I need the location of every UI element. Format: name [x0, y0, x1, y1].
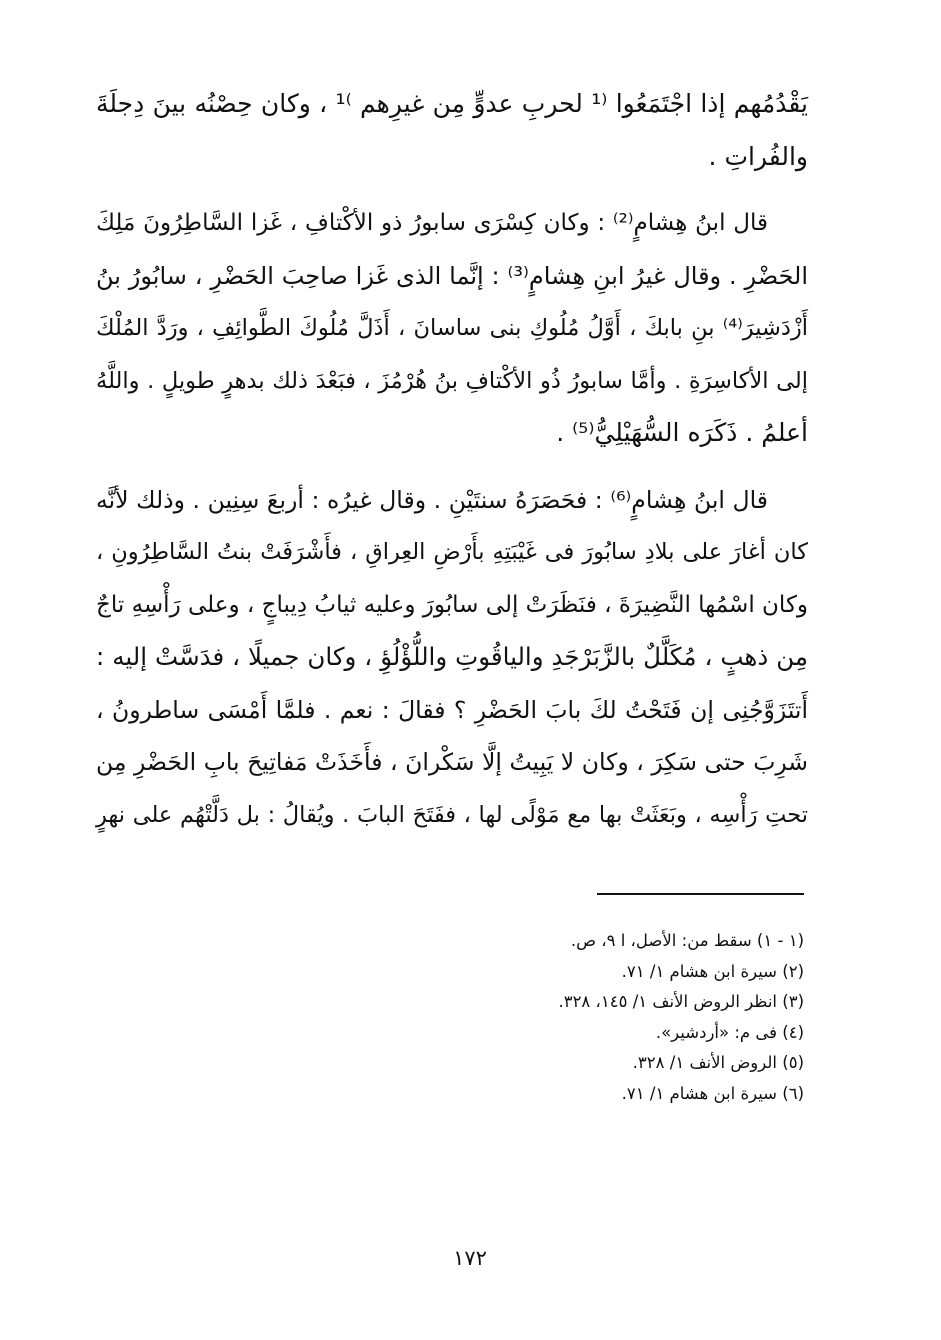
- page-number: ١٧٢: [453, 1246, 487, 1270]
- paragraph-3: [96, 474, 808, 842]
- text-line: مِن ذهبٍ ، مُكَلَّلٌ بالزَّبَرْجَدِ والياقُوتِ واللُّؤْلُؤِ ، وكان جميلًا ، فدَسَّتْ إليه :: [96, 642, 808, 671]
- text-line: يَقْدُمُهم إذا اجْتَمَعُوا ⁽¹ لحربِ عدوٍّ مِن غيرِهم ⁾¹ ، وكان حِصْنُه بينَ دِجلَةَ: [96, 89, 808, 118]
- text-line: أَتتَزَوَّجُنِى إن فَتَحْتُ لكَ بابَ الحَضْرِ ؟ فقالَ : نعم . فلمَّا أَمْسَى ساطرونُ ،: [96, 695, 808, 724]
- paragraph-2: [96, 197, 808, 460]
- text-line: كان أغارَ على بلادِ سابُورَ فى غَيْبَتِهِ بأَرْضِ العِراقِ ، فأَشْرَفَتْ بنتُ السَّاطِرُونِ ،: [96, 539, 808, 565]
- footnote: (٦) سيرة ابن هشام ١/ ٧١.: [621, 1083, 804, 1103]
- text-line: أَزْدَشِيرَ⁽⁴⁾ بنِ بابكَ ، أَوَّلُ مُلُوكِ بنى ساسانَ ، أَذَلَّ مُلُوكَ الطَّوائِفِ ، ورَدَّ المُلْكَ: [96, 315, 808, 341]
- footnote: (٢) سيرة ابن هشام ١/ ٧١.: [621, 961, 804, 981]
- text-line: قال ابنُ هِشامٍ⁽²⁾ : وكان كِسْرَى سابورُ ذو الأكْتافِ ، غَزا السَّاطِرُونَ مَلِكَ: [96, 210, 768, 236]
- text-line: تحتِ رَأْسِه ، وبَعَثَتْ بها مع مَوْلًى لها ، ففَتَحَ البابَ . ويُقالُ : بل دَلَّتْهُم على نهرٍ: [96, 801, 808, 828]
- text-line: الحَضْرِ . وقال غيرُ ابنِ هِشامٍ⁽³⁾ : إنَّما الذى غَزا صاحِبَ الحَضْرِ ، سابُورُ بنُ: [96, 261, 808, 290]
- footnotes: [480, 926, 804, 1109]
- text-line: قال ابنُ هِشامٍ⁽⁶⁾ : فحَصَرَهُ سنتَيْنِ . وقال غيرُه : أربعَ سِنِين . وذلك لأنَّه: [96, 485, 768, 514]
- footnote: (٣) انظر الروض الأنف ١/ ١٤٥، ٣٢٨.: [558, 992, 804, 1011]
- footnote-divider: [597, 893, 804, 895]
- footnote: (٤) فى م: «أردشير».: [655, 1022, 804, 1042]
- main-text: [96, 78, 808, 841]
- text-line: وكان اسْمُها النَّضِيرَةَ ، فنَظَرَتْ إلى سابُورَ وعليه ثيابُ دِيباجٍ ، وعلى رَأْسِهِ تاجٌ: [96, 591, 808, 618]
- text-line: والفُراتِ .: [708, 141, 808, 171]
- text-line: أعلمُ . ذَكَرَه السُّهَيْلِيُّ⁽⁵⁾ .: [556, 418, 808, 447]
- paragraph-1: [96, 78, 808, 183]
- footnote: (٥) الروض الأنف ١/ ٣٢٨.: [632, 1053, 804, 1072]
- footnote: (١ - ١) سقط من: الأصل، ا ٩، ص.: [570, 931, 804, 950]
- text-line: إلى الأكاسِرَةِ . وأمَّا سابورُ ذُو الأكْتافِ بنُ هُرْمُزَ ، فبَعْدَ ذلك بدهرٍ طويلٍ . واللَّهُ: [96, 367, 808, 394]
- text-line: شَرِبَ حتى سَكِرَ ، وكان لا يَبِيتُ إلَّا سَكْرانَ ، فأَخَذَتْ مَفاتِيحَ بابِ الحَضْرِ مِن: [96, 748, 808, 776]
